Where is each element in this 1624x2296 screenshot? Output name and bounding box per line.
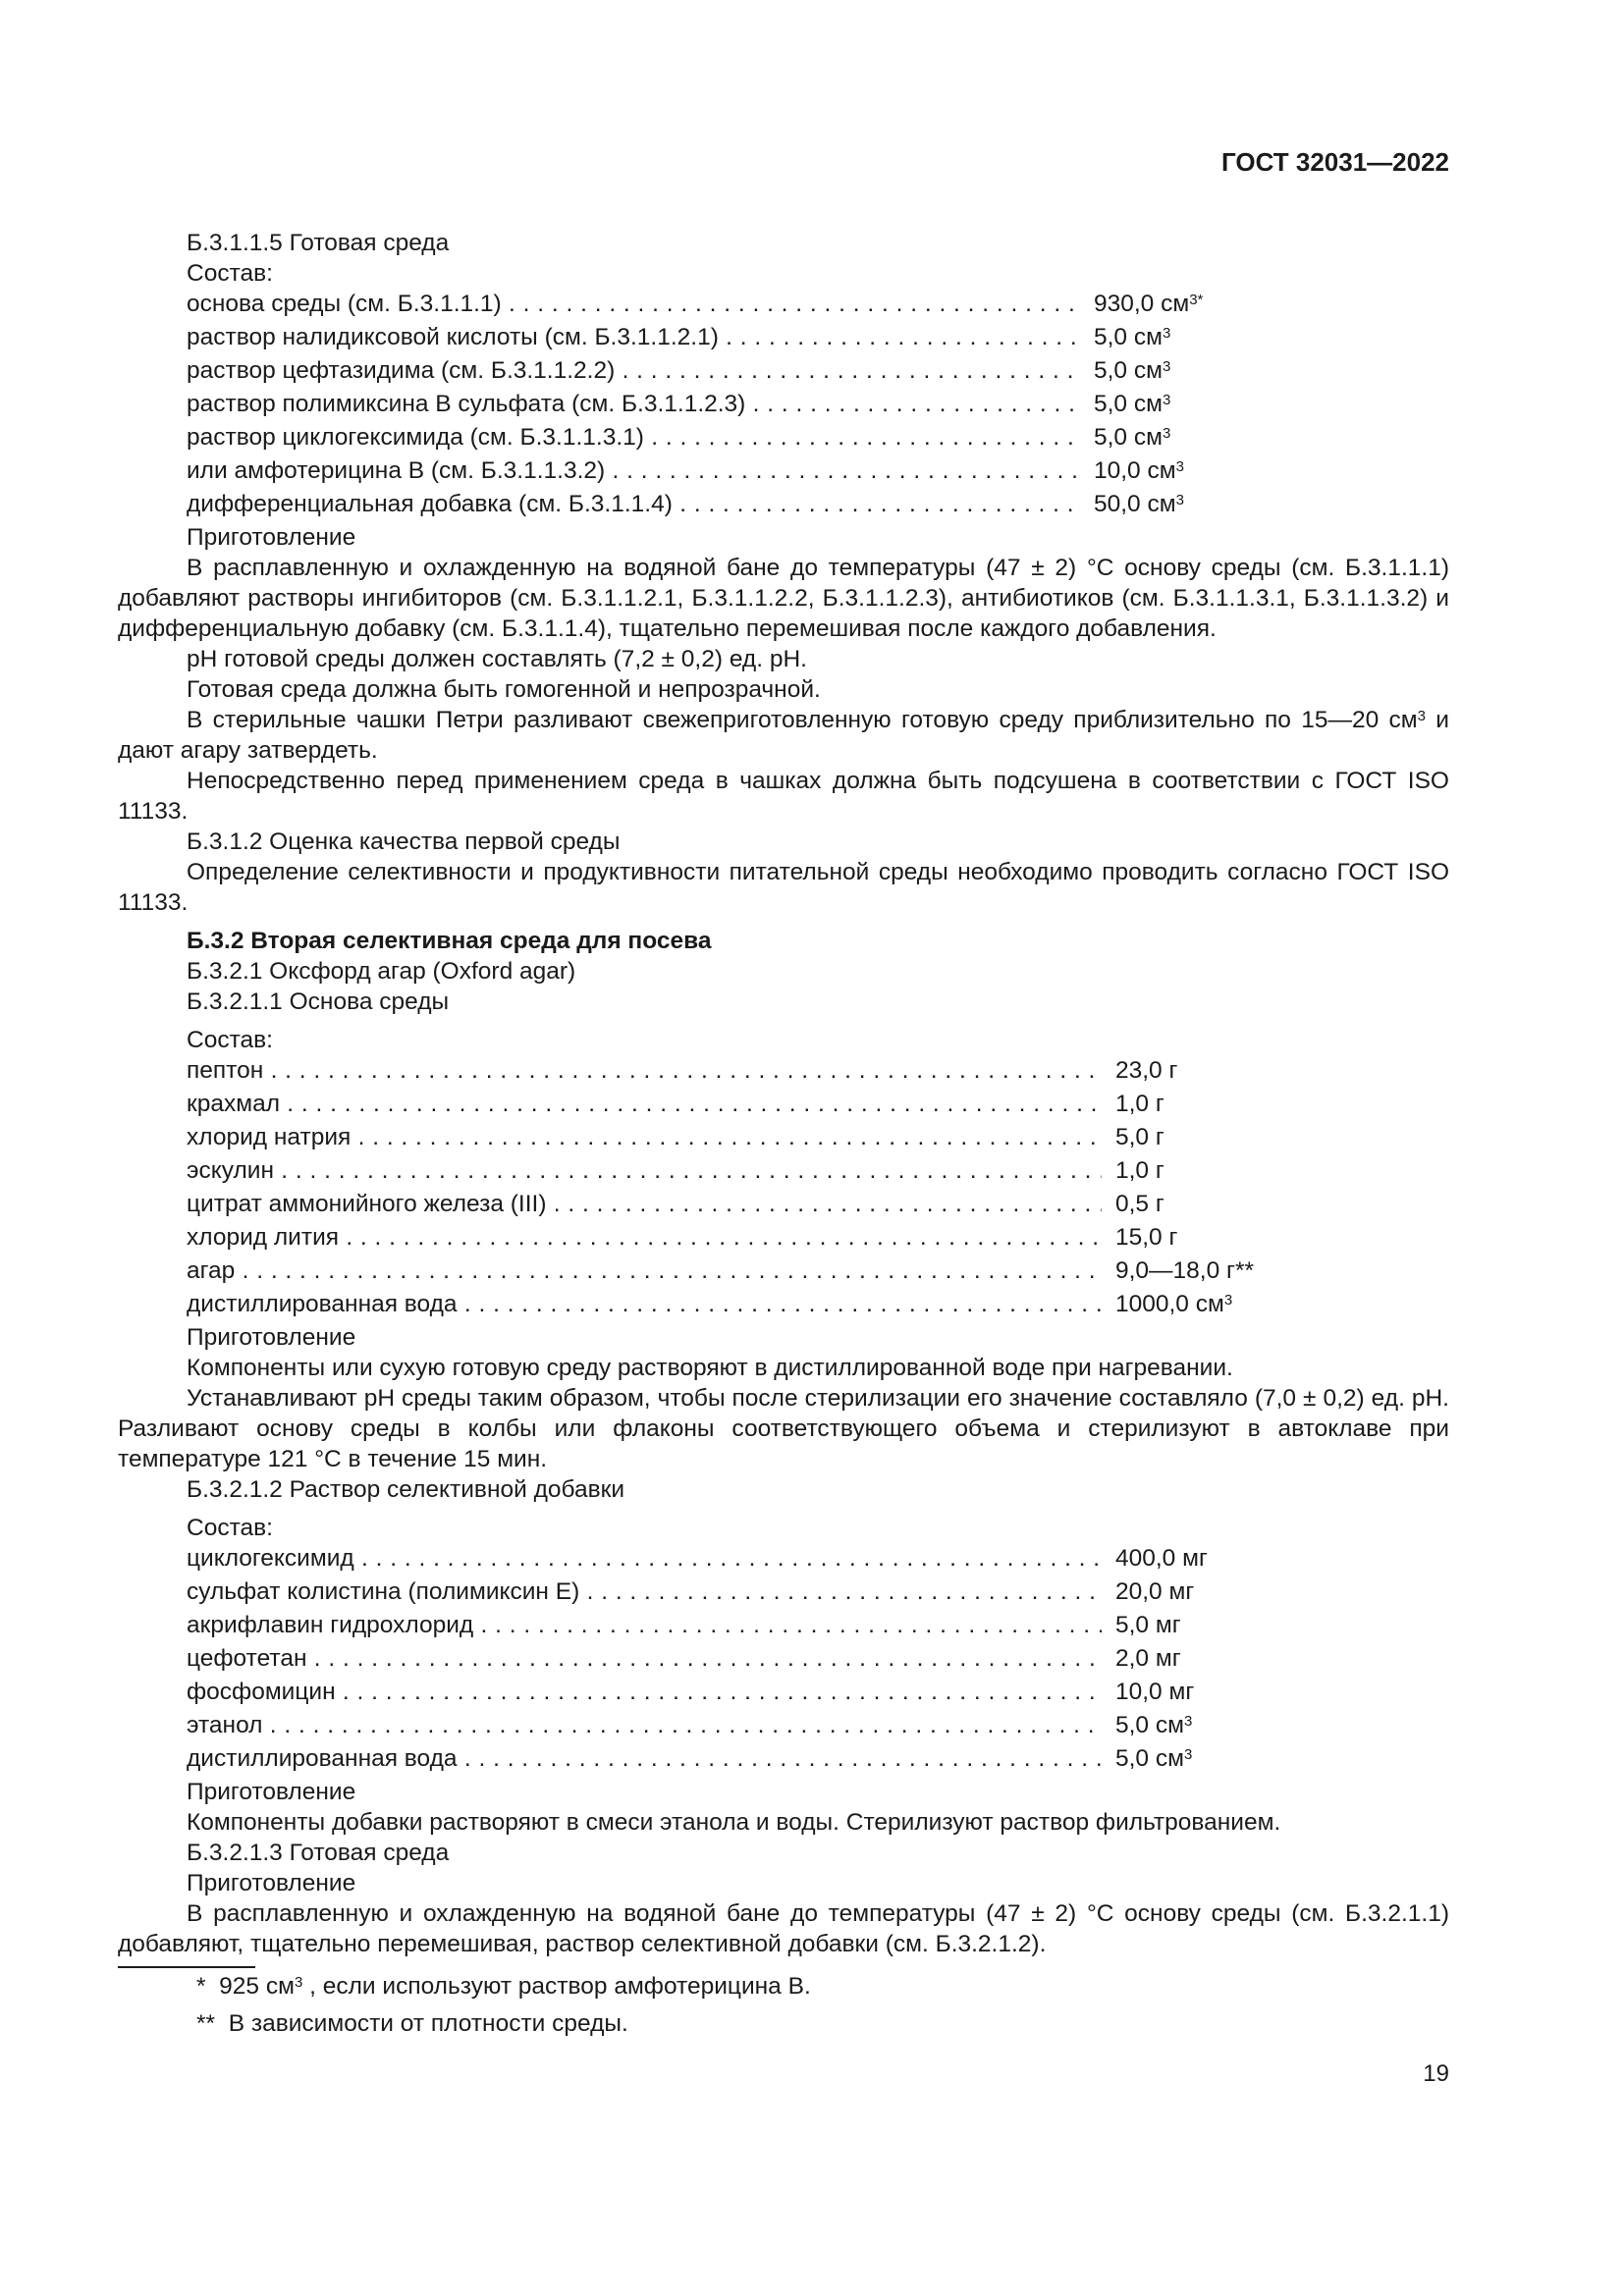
table-row bbox=[187, 322, 1449, 355]
table-row bbox=[187, 289, 1449, 322]
ingredient-name: хлорид натрия . . . bbox=[187, 1122, 1102, 1152]
ingredient-amount: 5,0 $см^3$ bbox=[1115, 1712, 1193, 1738]
table-row bbox=[187, 1222, 1449, 1255]
table-row bbox=[187, 1155, 1449, 1189]
ingredient-name: фосфомицин . . . bbox=[187, 1677, 1102, 1707]
composition-label: Состав: bbox=[187, 1515, 273, 1541]
preparation-label: Приготовление bbox=[187, 524, 356, 551]
composition-table-base-medium bbox=[118, 1055, 1449, 1322]
ingredient-amount: 5,0 $см^3$ bbox=[1094, 357, 1171, 384]
table-row bbox=[187, 1543, 1449, 1576]
ingredient-name: раствор налидиксовой кислоты (см. Б.3.1.1.2.1) . . . bbox=[187, 322, 1080, 352]
paragraph: Устанавливают pH среды таким образом, чтобы после стерилизации его значение составляло (7,0 ± 0,2) ед. pH. Разливают основу среды в колбы или флаконы соответствующего объема и стерилизуют в автоклаве при температуре 121 °С в течение 15 мин. bbox=[118, 1385, 1449, 1472]
subsection-title: Б.3.2.1.1 Основа среды bbox=[187, 988, 450, 1015]
ingredient-amount: 50,0 $см^3$ bbox=[1094, 491, 1184, 517]
ingredient-amount: 5,0 $см^3$ bbox=[1115, 1745, 1193, 1772]
ingredient-amount: 930,0 $см^{3*}$ bbox=[1094, 291, 1204, 317]
paragraph: Готовая среда должна быть гомогенной и непрозрачной. bbox=[187, 676, 821, 703]
ingredient-amount: 5,0 $см^3$ bbox=[1094, 391, 1171, 417]
ingredient-amount: 0,5 г bbox=[1115, 1191, 1164, 1217]
ingredient-name: дистиллированная вода . . . bbox=[187, 1289, 1102, 1319]
ingredient-amount: 15,0 г bbox=[1115, 1224, 1178, 1251]
ingredient-amount: 2,0 мг bbox=[1115, 1645, 1181, 1672]
ingredient-name: раствор цефтазидима (см. Б.3.1.1.2.2) . . . bbox=[187, 355, 1080, 386]
section-title: Б.3.1.2 Оценка качества первой среды bbox=[187, 828, 621, 855]
ingredient-name: раствор циклогексимида (см. Б.3.1.1.3.1) . . . bbox=[187, 422, 1080, 453]
ingredient-amount: 1000,0 $см^3$ bbox=[1115, 1291, 1233, 1317]
subsection-title: Б.3.2.1 Оксфорд агар (Oxford agar) bbox=[187, 958, 576, 985]
table-row bbox=[187, 1743, 1449, 1777]
page-number: 19 bbox=[1423, 2060, 1449, 2087]
paragraph: pH готовой среды должен составлять (7,2 ± 0,2) ед. pH. bbox=[187, 646, 807, 672]
footnote-divider bbox=[118, 1966, 255, 1968]
footnote-2: ** В зависимости от плотности среды. bbox=[196, 2010, 628, 2037]
composition-table-selective-supplement bbox=[118, 1543, 1449, 1777]
paragraph: Непосредственно перед применением среда в чашках должна быть подсушена в соответствии с ГОСТ ISO 11133. bbox=[118, 768, 1449, 825]
ingredient-amount: 5,0 $см^3$ bbox=[1094, 424, 1171, 451]
composition-label: Состав: bbox=[187, 260, 273, 287]
ingredient-amount: 9,0—18,0 г** bbox=[1115, 1257, 1255, 1284]
footnote-1: * 925 $см^3$ , если используют раствор амфотерицина В. bbox=[196, 1973, 811, 2000]
paragraph: В расплавленную и охлажденную на водяной бане до температуры (47 ± 2) °С основу среды (см. Б.3.1.1.1) добавляют растворы ингибиторов (см. Б.3.1.1.2.1, Б.3.1.1.2.2, Б.3.1.1.2.3), антибиотиков (см. Б.3.1.1.3.1, Б.3.1.1.3.2) и дифференциальную добавку (см. Б.3.1.1.4), тщательно перемешивая после каждого добавления. bbox=[118, 555, 1449, 642]
ingredient-name: раствор полимиксина В сульфата (см. Б.3.1.1.2.3) . . . bbox=[187, 389, 1080, 419]
paragraph: В расплавленную и охлажденную на водяной бане до температуры (47 ± 2) °С основу среды (см. Б.3.2.1.1) добавляют, тщательно перемешивая, раствор селективной добавки (см. Б.3.2.1.2). bbox=[118, 1900, 1449, 1957]
ingredient-amount: 400,0 мг bbox=[1115, 1545, 1208, 1572]
ingredient-amount: 1,0 г bbox=[1115, 1157, 1164, 1184]
table-row bbox=[187, 389, 1449, 422]
ingredient-amount: 1,0 г bbox=[1115, 1091, 1164, 1117]
section-title: Б.3.2.1.2 Раствор селективной добавки bbox=[187, 1476, 625, 1503]
ingredient-amount: 10,0 мг bbox=[1115, 1679, 1195, 1705]
ingredient-amount: 20,0 мг bbox=[1115, 1578, 1195, 1605]
table-row bbox=[187, 1055, 1449, 1089]
paragraph: Определение селективности и продуктивности питательной среды необходимо проводить согласно ГОСТ ISO 11133. bbox=[118, 859, 1449, 916]
paragraph: В стерильные чашки Петри разливают свежеприготовленную готовую среду приблизительно по 15—20 $см^3$ и дают агару затвердеть. bbox=[118, 707, 1449, 764]
document-id: ГОСТ 32031—2022 bbox=[1221, 147, 1449, 177]
ingredient-amount: 10,0 $см^3$ bbox=[1094, 457, 1184, 484]
ingredient-name: агар . . . bbox=[187, 1255, 1102, 1286]
ingredient-name: акрифлавин гидрохлорид . . . bbox=[187, 1610, 1102, 1640]
ingredient-name: хлорид лития . . . bbox=[187, 1222, 1102, 1253]
ingredient-name: цефотетан . . . bbox=[187, 1643, 1102, 1674]
table-row bbox=[187, 422, 1449, 455]
table-row bbox=[187, 1089, 1449, 1122]
ingredient-name: основа среды (см. Б.3.1.1.1) . . . bbox=[187, 289, 1080, 319]
table-row bbox=[187, 1122, 1449, 1155]
ingredient-name: эскулин . . . bbox=[187, 1155, 1102, 1186]
ingredient-amount: 23,0 г bbox=[1115, 1057, 1178, 1084]
ingredient-name: цитрат аммонийного железа (III) . . . bbox=[187, 1189, 1102, 1219]
ingredient-amount: 5,0 г bbox=[1115, 1124, 1164, 1150]
table-row bbox=[187, 355, 1449, 389]
table-row bbox=[187, 489, 1449, 522]
table-row bbox=[187, 1289, 1449, 1322]
paragraph: Компоненты добавки растворяют в смеси этанола и воды. Стерилизуют раствор фильтрованием. bbox=[187, 1809, 1281, 1836]
table-row bbox=[187, 1677, 1449, 1710]
page-body bbox=[118, 228, 1449, 1959]
section-heading: Б.3.2 Вторая селективная среда для посева bbox=[187, 928, 712, 954]
section-title: Б.3.1.1.5 Готовая среда bbox=[187, 230, 450, 256]
section-title: Б.3.2.1.3 Готовая среда bbox=[187, 1840, 450, 1866]
preparation-label: Приготовление bbox=[187, 1870, 356, 1896]
table-row bbox=[187, 1610, 1449, 1643]
ingredient-name: или амфотерицина В (см. Б.3.1.1.3.2) . . . bbox=[187, 455, 1080, 486]
paragraph: Компоненты или сухую готовую среду растворяют в дистиллированной воде при нагревании. bbox=[187, 1355, 1233, 1381]
ingredient-name: сульфат колистина (полимиксин Е) . . . bbox=[187, 1576, 1102, 1607]
ingredient-name: дистиллированная вода . . . bbox=[187, 1743, 1102, 1774]
ingredient-amount: 5,0 мг bbox=[1115, 1612, 1181, 1638]
table-row bbox=[187, 1643, 1449, 1677]
ingredient-name: циклогексимид . . . bbox=[187, 1543, 1102, 1574]
ingredient-amount: 5,0 $см^3$ bbox=[1094, 324, 1171, 350]
ingredient-name: этанол . . . bbox=[187, 1710, 1102, 1740]
table-row bbox=[187, 1255, 1449, 1289]
composition-table-ready-medium bbox=[118, 289, 1449, 522]
ingredient-name: крахмал . . . bbox=[187, 1089, 1102, 1119]
table-row bbox=[187, 1189, 1449, 1222]
preparation-label: Приготовление bbox=[187, 1779, 356, 1805]
table-row bbox=[187, 1576, 1449, 1610]
ingredient-name: дифференциальная добавка (см. Б.3.1.1.4) . . . bbox=[187, 489, 1080, 519]
table-row bbox=[187, 455, 1449, 489]
composition-label: Состав: bbox=[187, 1027, 273, 1053]
preparation-label: Приготовление bbox=[187, 1324, 356, 1351]
ingredient-name: пептон . . . bbox=[187, 1055, 1102, 1086]
table-row bbox=[187, 1710, 1449, 1743]
